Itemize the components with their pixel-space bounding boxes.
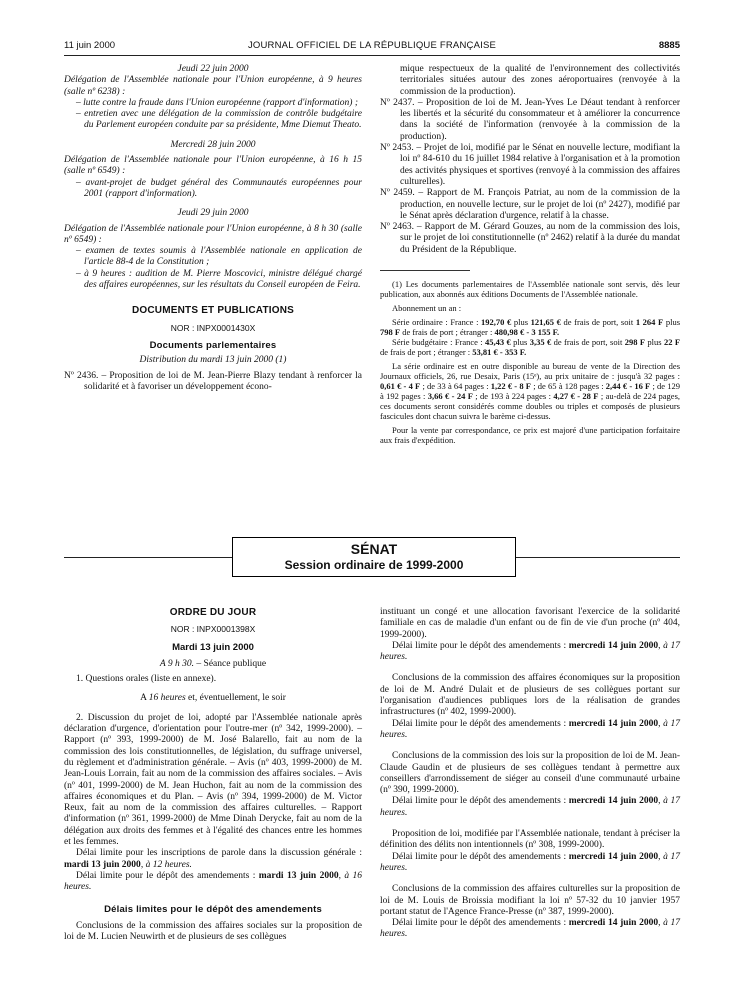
session-intro: Délégation de l'Assemblée nationale pour l'Union européenne, à 16 h 15 (salle nº 6549) :	[64, 155, 362, 177]
footnote-correspondence: Pour la vente par correspondance, ce prix est majoré d'une participation forfaitaire aux frais d'expédition.	[380, 425, 680, 446]
page-header	[64, 40, 680, 54]
senat-title: SÉNAT	[350, 541, 398, 557]
session-intro: Délégation de l'Assemblée nationale pour l'Union européenne, à 9 heures (salle nº 6238) :	[64, 75, 362, 97]
document-entry: Nº 2463. – Rapport de M. Gérard Gouzes, au nom de la commission des lois, sur le projet de loi constitutionnelle (nº 2462) relatif à la durée du mandat du Président de la République.	[380, 222, 680, 255]
senat-subtitle: Session ordinaire de 1999-2000	[284, 558, 464, 572]
header-journal-title: JOURNAL OFFICIEL DE LA RÉPUBLIQUE FRANÇAISE	[247, 40, 497, 51]
agenda-date: Mardi 13 juin 2000	[172, 641, 254, 653]
top-left-column	[64, 64, 362, 393]
banner-rule-left	[64, 557, 232, 558]
nor-reference: NOR : INPX0001398X	[170, 624, 256, 635]
agenda-item: – examen de textes soumis à l'Assemblée nationale en application de l'article 88-4 de la Constitution ;	[76, 246, 362, 268]
agenda-item: – entretien avec une délégation de la commission de contrôle budgétaire du Parlement européen conduite par sa présidente, Mme Diemut Theato.	[76, 109, 362, 131]
deadline-amendments: Délai limite pour le dépôt des amendements : mardi 13 juin 2000, à 16 heures.	[64, 870, 362, 893]
document-entry: Nº 2459. – Rapport de M. François Patriat, au nom de la commission de la production, en nouvelle lecture, sur le projet de loi (nº 2427), modifié par le Sénat après déclaration d'urgence, relatif à la chasse.	[380, 188, 680, 221]
document-entry: Nº 2453. – Projet de loi, modifié par le Sénat en nouvelle lecture, modifiant la loi nº 84-610 du 16 juillet 1984 relative à l'organisation et à la promotion des activités physiques et sportives (renvoyé à la commission des affaires culturelles).	[380, 143, 680, 187]
conclusions-entry: Conclusions de la commission des affaires culturelles sur la proposition de loi de M. Louis de Broissia modifiant la loi nº 57-32 du 10 janvier 1957 portant statut de l'Agence France-Presse (nº 387, 1999-2000).	[380, 884, 680, 917]
deadline-amendments: Délai limite pour le dépôt des amendements : mercredi 14 juin 2000, à 17 heures.	[380, 796, 680, 818]
deadline-amendments: Délai limite pour le dépôt des amendements : mercredi 14 juin 2000, à 17 heures.	[380, 640, 680, 663]
bottom-right-column	[380, 607, 680, 941]
footnote-price-budgetaire: Série budgétaire : France : 45,43 € plus 3,35 € de frais de port, soit 298 F plus 22 F de frais de port ; étranger : 53,81 € - 353 F.	[380, 337, 681, 358]
footnote-rule	[380, 270, 470, 271]
senat-banner	[232, 537, 516, 577]
banner-rule-right	[516, 557, 680, 558]
nor-reference: NOR : INPX0001430X	[170, 322, 256, 333]
proposition-entry: Proposition de loi, modifiée par l'Assemblée nationale, tendant à préciser la définition des délits non intentionnels (nº 308, 1999-2000).	[380, 829, 680, 851]
deadline-amendments: Délai limite pour le dépôt des amendements : mercredi 14 juin 2000, à 17 heures.	[380, 718, 680, 740]
bottom-left-column	[64, 607, 362, 943]
deadline-amendments: Délai limite pour le dépôt des amendements : mercredi 14 juin 2000, à 17 heures.	[380, 918, 680, 940]
footnote-text: (1) Les documents parlementaires de l'Assemblée nationale sont servis, dès leur publication, aux abonnés aux éditions Documents de l'Assemblée nationale.	[380, 279, 680, 300]
section-title-documents: DOCUMENTS ET PUBLICATIONS	[131, 305, 295, 317]
distribution-date: Distribution du mardi 13 juin 2000 (1)	[139, 355, 287, 366]
footnote	[380, 279, 680, 445]
agenda-item: – avant-projet de budget général des Communautés européennes pour 2001 (rapport d'information).	[76, 177, 362, 199]
header-rule	[64, 55, 680, 56]
header-date: 11 juin 2000	[64, 40, 116, 51]
section-title-ordre-du-jour: ORDRE DU JOUR	[169, 607, 257, 618]
seance-heading: A 9 h 30. – Séance publique	[159, 658, 267, 669]
deadline-amendments: Délai limite pour le dépôt des amendements : mercredi 14 juin 2000, à 17 heures.	[380, 851, 680, 873]
day-heading: Jeudi 29 juin 2000	[177, 208, 249, 219]
conclusions-entry: Conclusions de la commission des lois sur la proposition de loi de M. Jean-Claude Gaudin et de plusieurs de ses collègues tendant à permettre aux conseillers d'arrondissement de siéger au conseil d'une communauté urbaine (nº 390, 1999-2000).	[380, 751, 680, 796]
conclusions-entry: Conclusions de la commission des affaires sociales sur la proposition de loi de M. Lucien Neuwirth et de plusieurs de ses collègues	[64, 920, 362, 943]
footnote-sale-prices: La série ordinaire est en outre disponible au bureau de vente de la Direction des Journaux officiels, 26, rue Desaix, Paris (15ᵉ), au prix unitaire de : jusqu'à 32 pages : 0,61 € - 4 F ; de 33 à 64 pages : 1,22 € - 8 F ; de 65 à 128 pages : 2,44 € - 16 F ; de 129 à 192 pages : 3,66 € - 24 F ; de 193 à 224 pages : 4,27 € - 28 F ; au-delà de 224 pages, ces documents seront considérés comme doubles ou triples et composés de plusieurs fascicules dont chacun suivra le barème ci-dessus.	[380, 361, 681, 422]
subsection-title-delais: Délais limites pour le dépôt des amendements	[104, 903, 322, 915]
agenda-item-2: 2. Discussion du projet de loi, adopté par l'Assemblée nationale après déclaration d'urgence, d'orientation pour l'outre-mer (nº 342, 1999-2000). – Rapport (nº 393, 1999-2000) de M. José Balarello, fait au nom de la commission des lois constitutionnelles, de législation, du suffrage universel, du règlement et d'administration générale. – Avis (nº 403, 1999-2000) de M. Jean-Louis Lorrain, fait au nom de la commission des affaires sociales. – Avis (nº 401, 1999-2000) de M. Jean Huchon, fait au nom de la commission des affaires économiques et du Plan. – Avis (nº 394, 1999-2000) de M. Victor Reux, fait au nom de la commission des affaires culturelles. – Rapport d'information (nº 361, 1999-2000) de Mme Dinah Derycke, fait au nom de la délégation aux droits des femmes et à l'égalité des chances entre les hommes et les femmes.	[64, 712, 362, 848]
afternoon-heading: A 16 heures et, éventuellement, le soir	[140, 693, 286, 704]
day-heading: Jeudi 22 juin 2000	[177, 64, 249, 74]
footnote-subscription-label: Abonnement un an :	[392, 303, 462, 314]
day-heading: Mercredi 28 juin 2000	[170, 139, 256, 150]
document-entry-continuation: mique respectueux de la qualité de l'environnement des collectivités territoriales situées autour des zones aéroportuaires (renvoyée à la commission de la production).	[400, 64, 680, 97]
session-intro: Délégation de l'Assemblée nationale pour l'Union européenne, à 8 h 30 (salle nº 6549) :	[64, 223, 362, 245]
document-entry: Nº 2436. – Proposition de loi de M. Jean-Pierre Blazy tendant à renforcer la solidarité et à favoriser un développement écono-	[64, 370, 362, 392]
conclusions-entry: Conclusions de la commission des affaires économiques sur la proposition de loi de M. André Dulait et de plusieurs de ses collègues portant sur l'organisation d'audiences publiques lors de la réalisation de grandes infrastructures (nº 402, 1999-2000).	[380, 673, 680, 718]
agenda-item: – lutte contre la fraude dans l'Union européenne (rapport d'information) ;	[76, 97, 358, 108]
agenda-item-1: 1. Questions orales (liste en annexe).	[76, 674, 217, 685]
top-right-column	[380, 64, 680, 445]
subsection-title: Documents parlementaires	[149, 339, 277, 351]
document-entry: Nº 2437. – Proposition de loi de M. Jean-Yves Le Déaut tendant à renforcer les libertés et la sécurité du consommateur et à améliorer la concurrence dans la société de l'information (renvoyée à la commission de la production).	[380, 97, 680, 142]
conclusions-continuation: instituant un congé et une allocation favorisant l'exercice de la solidarité familiale en cas de maladie d'un enfant ou de fin de vie d'un proche (nº 404, 1999-2000).	[380, 607, 680, 640]
header-page-number: 8885	[658, 40, 680, 51]
deadline-speakers: Délai limite pour les inscriptions de parole dans la discussion générale : mardi 13 juin 2000, à 12 heures.	[64, 848, 362, 870]
agenda-item: – à 9 heures : audition de M. Pierre Moscovici, ministre délégué chargé des affaires européennes, sur les résultats du Conseil européen de Feira.	[76, 268, 362, 291]
footnote-price-ordinaire: Série ordinaire : France : 192,70 € plus 121,65 € de frais de port, soit 1 264 F plus 798 F de frais de port ; étranger : 480,98 € - 3 155 F.	[380, 317, 681, 338]
